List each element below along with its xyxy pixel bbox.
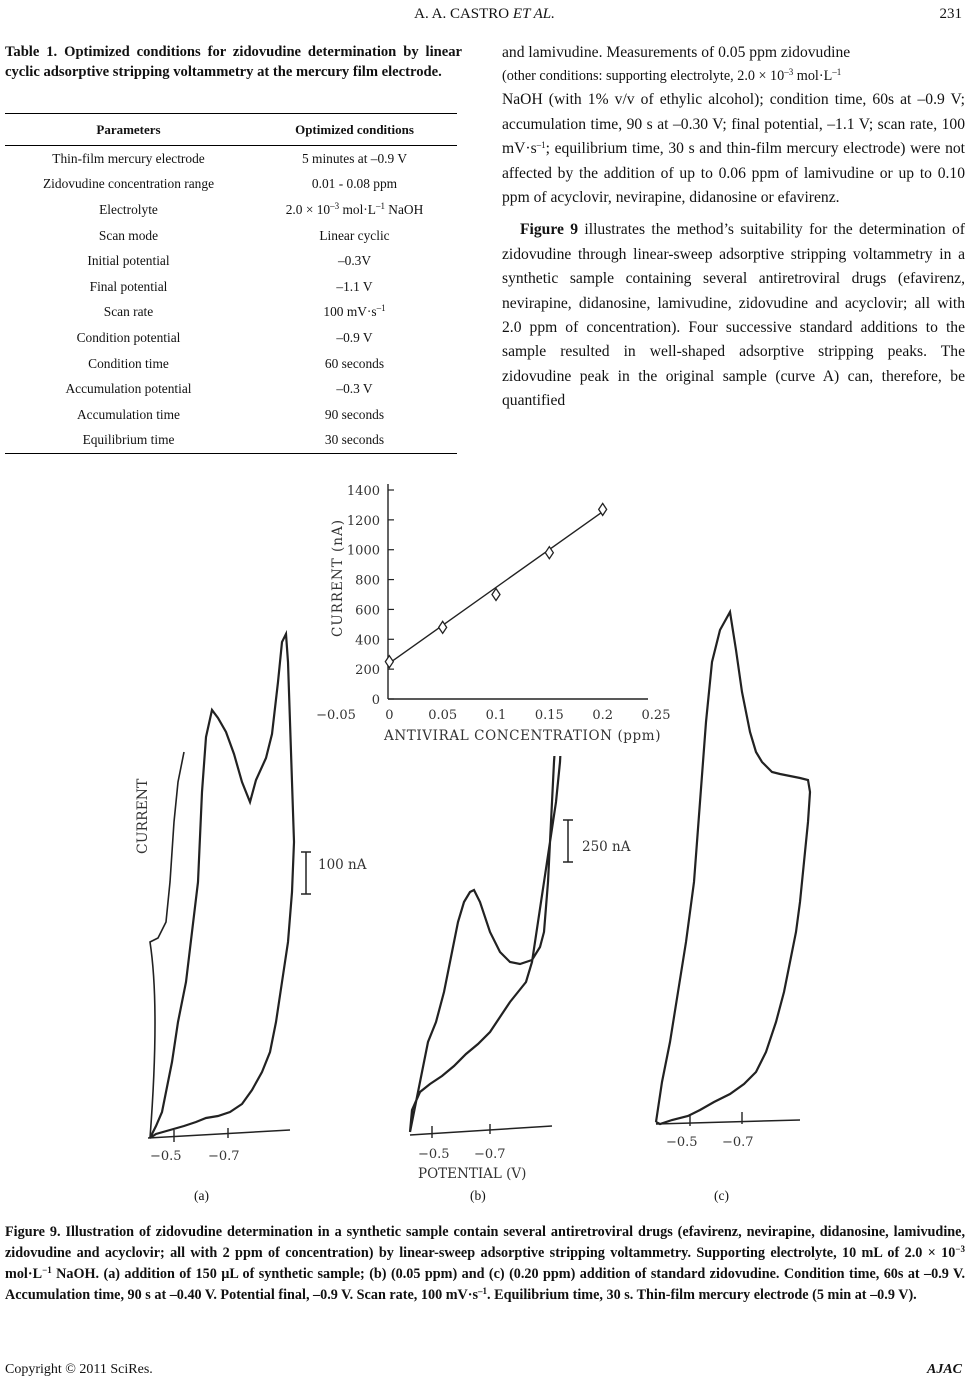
table-row (5, 248, 457, 274)
table-cell: Linear cyclic (319, 227, 390, 243)
table-cell: –0.9 V (336, 329, 373, 345)
paragraph-2 (502, 218, 965, 413)
sub-label-b: (b) (470, 1188, 486, 1203)
text-run: illustrates the method’s suitability for the determination of zidovudine through linear-sweep adsorptive stripping voltammetry in a synthetic sample containing several antiretroviral drugs (efavirenz, nevirapine, didanosine, lamivudine, zidovudine and acyclovir; all with 2.0 ppm of concentration). Four successive standard additions to the sample resulted in well-shaped adsorptive stripping peaks. The zidovudine peak in the original sample (curve A) can, therefore, be quantified (502, 221, 965, 410)
table-row (5, 325, 457, 351)
axis-c (656, 1120, 800, 1124)
table-row (5, 376, 457, 402)
cell-part: 2.0 × 10 (285, 201, 331, 217)
text-run: (other conditions: supporting electrolyte, 2.0 × 10 (502, 68, 785, 85)
table-cell: Initial potential (87, 253, 170, 269)
table-cell: Accumulation time (76, 406, 180, 422)
table-row (5, 300, 457, 326)
cell-part: 100 mV·s (323, 304, 377, 320)
paragraph-1 (502, 41, 965, 210)
scale-label-a: 100 nA (318, 857, 367, 873)
table-cell: Condition potential (76, 329, 181, 345)
caption-run: Figure 9. Illustration of zidovudine determination in a synthetic sample contain several antiretroviral drugs (efavirenz, nevirapine, didanosine, lamivudine, zidovudine and acyclovir; all with 2 ppm of concentration) by linear-sweep adsorptive stripping voltammetry. Supporting electrolyte, 10 mL of 2.0 × 10 (5, 1224, 965, 1261)
table-row (5, 274, 457, 300)
table-cell: Scan rate (103, 304, 154, 320)
inset-y-tick-label: 1200 (346, 513, 380, 529)
table-cell: Scan mode (98, 227, 159, 243)
voltammogram-a (150, 634, 294, 1138)
inset-x-tick-label: 0.25 (641, 708, 671, 723)
table-row (5, 197, 457, 223)
voltammogram-b (410, 707, 562, 1132)
header-etal: ET AL. (512, 6, 555, 22)
table-row (5, 146, 457, 172)
table-cell: Zidovudine concentration range (42, 176, 215, 192)
tick-label-c-05: −0.5 (666, 1135, 698, 1150)
table-row (5, 223, 457, 249)
text-run: ; equilibrium time, 30 s and thin-film mercury electrode) were not affected by the addition of up to 0.06 ppm of lamivudine or up to 0.10 ppm of acyclovir, nevirapine, didanosine or efavirenz. (502, 140, 965, 207)
conditions-table (5, 113, 457, 454)
table-cell (252, 300, 457, 326)
text-run: and lamivudine. Measurements of 0.05 ppm zidovudine (502, 44, 851, 61)
inset-x-tick-label: 0.1 (485, 708, 507, 723)
sup: –3 (784, 67, 794, 78)
table-cell: Electrolyte (99, 201, 158, 217)
table-row (5, 351, 457, 377)
table-row (5, 402, 457, 428)
voltammogram-c (656, 612, 810, 1124)
table-cell: –1.1 V (336, 278, 373, 294)
caption-run: . Equilibrium time, 30 s. Thin-film mercury electrode (5 min at –0.9 V). (487, 1287, 917, 1303)
inset-y-tick-label: 600 (355, 603, 380, 619)
inset-x-tick-label: 0.2 (592, 708, 614, 723)
footer-copyright: Copyright © 2011 SciRes. (5, 1362, 153, 1377)
sup: –1 (832, 67, 842, 78)
tick-label-c-07: −0.7 (722, 1135, 754, 1150)
table-row (5, 172, 457, 198)
cell-sup: –3 (330, 200, 340, 211)
text-run: NaOH (with 1% v/v of ethylic alcohol); condition time, 60s at –0.9 V; accumulation time, 90 s at –0.30 V; final potential, –1.1 V; scan rate, 100 mV·s (502, 91, 965, 158)
table-cell: 0.01 - 0.08 ppm (311, 176, 398, 192)
inset-y-tick-label: 1000 (346, 543, 380, 559)
inset-y-axis-label: CURRENT (nA) (330, 519, 346, 637)
caption-run: mol·L (5, 1266, 43, 1282)
figure-9 (0, 462, 969, 1184)
cell-sup: –1 (376, 303, 386, 314)
table-row (5, 428, 457, 454)
col-header-parameters: Parameters (5, 114, 252, 146)
table-cell: Thin-film mercury electrode (52, 150, 205, 166)
col-header-conditions: Optimized conditions (252, 114, 457, 146)
caption-sup: −3 (955, 1244, 965, 1254)
inset-x-axis-label: ANTIVIRAL CONCENTRATION (ppm) (384, 728, 662, 744)
cell-part: mol·L (339, 201, 376, 217)
inset-calibration-plot (312, 474, 670, 756)
inset-y-tick-label: 0 (371, 693, 380, 708)
page-number: 231 (939, 6, 962, 22)
voltammogram-a-baseline (150, 752, 184, 1138)
inset-x-tick-label: 0.15 (534, 708, 564, 723)
tick-label-b-07: −0.7 (474, 1147, 506, 1162)
tick-label-b-05: −0.5 (418, 1147, 450, 1162)
current-axis-label: CURRENT (135, 778, 151, 854)
caption-sup: −1 (42, 1265, 52, 1275)
table-cell: Accumulation potential (65, 381, 192, 397)
table-cell: Condition time (88, 355, 169, 371)
caption-run: NaOH. (a) addition of 150 µL of synthetic sample; (b) (0.05 ppm) and (c) (0.20 ppm) addition of standard zidovudine. Condition time, 60s at –0.9 V. Accumulation time, 90 s at –0.40 V. Potential final, –0.9 V. Scan rate, 100 mV·s (5, 1266, 965, 1303)
table-cell: 90 seconds (324, 406, 385, 422)
scale-label-b: 250 nA (582, 839, 631, 855)
text-run-small (502, 65, 965, 88)
figure-ref: Figure 9 (520, 221, 579, 239)
tick-label-a-07: −0.7 (208, 1149, 240, 1164)
footer-journal: AJAC (926, 1362, 962, 1377)
running-header (0, 6, 969, 23)
body-text (502, 41, 965, 414)
cell-part: NaOH (384, 201, 424, 217)
inset-y-tick-label: 200 (355, 663, 380, 679)
tick-label-a-05: −0.5 (150, 1149, 182, 1164)
inset-y-tick-label: 400 (355, 633, 380, 649)
table-cell: –0.3 V (336, 381, 373, 397)
cell-sup: –1 (375, 200, 385, 211)
table-cell: 5 minutes at –0.9 V (301, 150, 407, 166)
table-caption: Table 1. Optimized conditions for zidovudine determination by linear cyclic adsorptive stripping voltammetry at the mercury film electrode. (5, 44, 462, 80)
sub-label-c: (c) (714, 1188, 729, 1203)
header-authors: A. A. CASTRO (414, 6, 510, 22)
table-cell: Equilibrium time (5, 428, 252, 454)
caption-sup: –1 (478, 1286, 488, 1296)
inset-x-tick-label: 0.05 (428, 708, 458, 723)
sub-label-a: (a) (194, 1188, 209, 1203)
table-cell: 30 seconds (252, 428, 457, 454)
sup: –1 (536, 140, 546, 151)
table-cell: –0.3V (337, 253, 372, 269)
table-header-row (5, 114, 457, 146)
inset-x-tick-label: 0 (385, 708, 394, 723)
figure-caption (5, 1222, 965, 1306)
table-cell: Final potential (89, 278, 168, 294)
potential-axis-label: POTENTIAL (V) (418, 1166, 527, 1182)
table-cell (252, 197, 457, 223)
inset-x-tick-label: −0.05 (316, 708, 356, 723)
table-cell: 60 seconds (324, 355, 385, 371)
inset-y-tick-label: 800 (355, 573, 380, 589)
text-run: mol·L (793, 68, 833, 85)
inset-y-tick-label: 1400 (346, 484, 380, 499)
